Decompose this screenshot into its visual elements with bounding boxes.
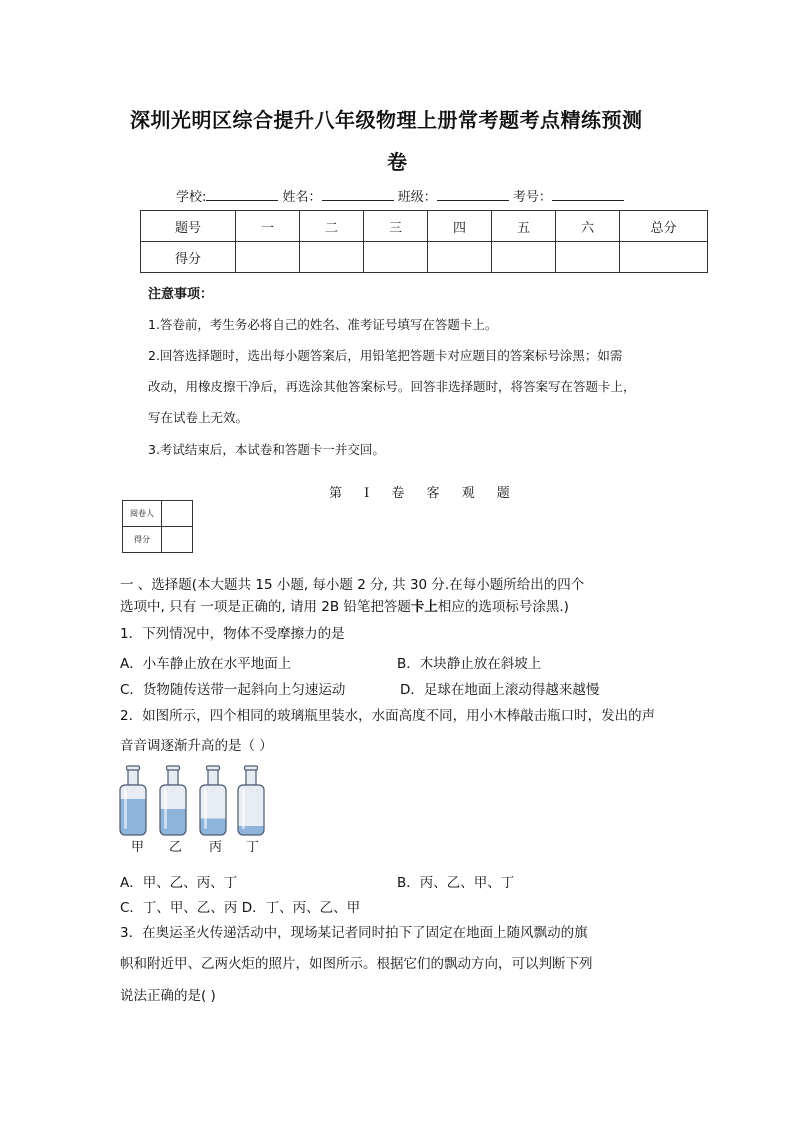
bottle-label-ding: 丁 [246, 840, 260, 855]
instructions-emphasis: 卡上 [410, 599, 438, 615]
bottle-label-jia: 甲 [131, 840, 145, 855]
score-header-cell: 题号 [141, 211, 236, 242]
name-blank[interactable] [322, 188, 394, 201]
section-instructions-line2 [120, 595, 569, 615]
notice-item: 改动，用橡皮擦干净后，再选涂其他答案标号。回答非选择题时，将答案写在答题卡上， [148, 379, 636, 394]
grader-score-label: 得分 [123, 527, 162, 553]
question-3-stem: 3．在奥运圣火传递活动中，现场某记者同时拍下了固定在地面上随风飘动的旗 [120, 925, 588, 941]
grader-box [122, 500, 193, 553]
student-info-fields [176, 186, 624, 205]
section-instructions-line1: 一 、选择题(本大题共 15 小题, 每小题 2 分, 共 30 分.在每小题所给出的四个 [120, 577, 585, 593]
bottle [200, 766, 226, 835]
reviewer-label: 阅卷人 [123, 501, 162, 527]
notice-item: 写在试卷上无效。 [148, 410, 249, 425]
question-1-option-a[interactable]: A．小车静止放在水平地面上 [120, 656, 292, 672]
question-1-option-c[interactable]: C．货物随传送带一起斜向上匀速运动 [120, 682, 346, 698]
question-1-stem: 1．下列情况中，物体不受摩擦力的是 [120, 626, 345, 642]
score-cell[interactable] [300, 242, 364, 273]
score-header-cell: 五 [492, 211, 556, 242]
page-title: 深圳光明区综合提升八年级物理上册常考题考点精练预测 [130, 108, 643, 132]
question-3-stem-line2: 帜和附近甲、乙两火炬的照片，如图所示。根据它们的飘动方向，可以判断下列 [120, 956, 593, 972]
bottle-label-yi: 乙 [169, 840, 183, 855]
bottle-label-bing: 丙 [209, 840, 223, 855]
water-level [200, 819, 226, 836]
exam-no-label: 考号： [512, 190, 552, 205]
score-header-cell: 六 [556, 211, 620, 242]
score-cell[interactable] [556, 242, 620, 273]
section-title: 第 Ⅰ 卷 客 观 题 [329, 486, 519, 501]
instructions-text: 相应的选项标号涂黑.) [437, 599, 569, 615]
score-cell[interactable] [428, 242, 492, 273]
school-blank[interactable] [206, 188, 278, 201]
name-label: 姓名： [282, 190, 322, 205]
school-label: 学校: [176, 190, 207, 205]
notice-item: 1.答卷前，考生务必将自己的姓名、准考证号填写在答题卡上。 [148, 317, 498, 332]
exam-no-blank[interactable] [552, 188, 624, 201]
score-header-cell: 四 [428, 211, 492, 242]
score-header-cell: 总分 [620, 211, 708, 242]
grader-score-cell[interactable] [162, 527, 193, 553]
question-2-stem-continued: 音音调逐渐升高的是（ ） [120, 738, 273, 754]
water-level [160, 809, 186, 835]
question-1-option-b[interactable]: B．木块静止放在斜坡上 [397, 656, 542, 672]
score-cell[interactable] [620, 242, 708, 273]
bottle [238, 766, 264, 835]
score-table-header-row [141, 211, 708, 242]
score-header-cell: 二 [300, 211, 364, 242]
notice-item: 3.考试结束后，本试卷和答题卡一并交回。 [148, 442, 385, 457]
notice-heading: 注意事项： [148, 287, 214, 302]
score-cell[interactable] [492, 242, 556, 273]
bottle [160, 766, 186, 835]
score-table-score-row [141, 242, 708, 273]
bottle [120, 766, 146, 835]
reviewer-cell[interactable] [162, 501, 193, 527]
score-header-cell: 一 [236, 211, 300, 242]
question-2-stem: 2．如图所示，四个相同的玻璃瓶里装水，水面高度不同，用小木棒敲击瓶口时，发出的声 [120, 708, 656, 724]
score-table [140, 210, 708, 273]
question-1-option-d[interactable]: D．足球在地面上滚动得越来越慢 [400, 682, 600, 698]
score-cell[interactable] [364, 242, 428, 273]
question-2-options-cd[interactable]: C．丁、甲、乙、丙 D．丁、丙、乙、甲 [120, 900, 361, 916]
score-cell[interactable] [236, 242, 300, 273]
instructions-text: 选项中, 只有 一项是正确的, 请用 2B 铅笔把答题 [120, 599, 411, 615]
score-header-cell: 三 [364, 211, 428, 242]
question-2-option-a[interactable]: A．甲、乙、丙、丁 [120, 875, 238, 891]
page-title-continued: 卷 [387, 150, 408, 174]
water-level [238, 826, 264, 835]
class-blank[interactable] [437, 188, 509, 201]
question-3-stem-line3: 说法正确的是( ) [120, 988, 216, 1004]
class-label: 班级： [397, 190, 437, 205]
question-2-option-b[interactable]: B．丙、乙、甲、丁 [397, 875, 515, 891]
score-row-label: 得分 [141, 242, 236, 273]
notice-item: 2.回答选择题时，选出每小题答案后，用铅笔把答题卡对应题目的答案标号涂黑；如需 [148, 348, 623, 363]
water-level [120, 799, 146, 835]
